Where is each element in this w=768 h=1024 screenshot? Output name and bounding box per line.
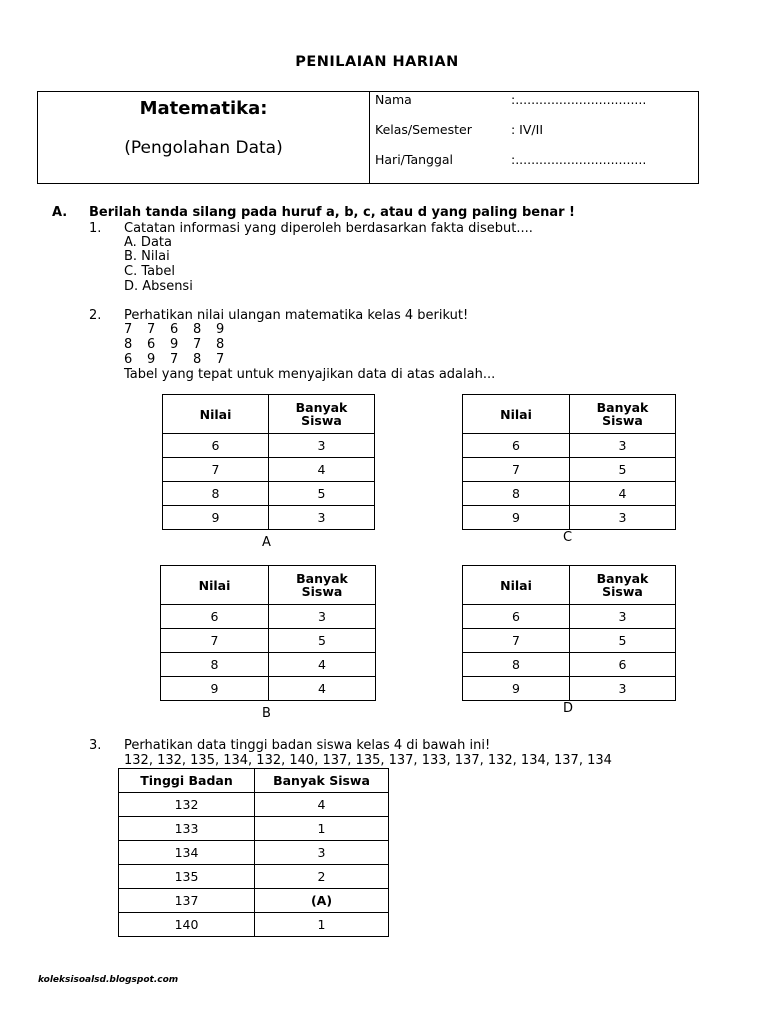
tanggal-label: Hari/Tanggal: [375, 152, 454, 167]
tanggal-value: :.................................: [511, 152, 647, 167]
header-box: [37, 91, 699, 184]
q1-text: Catatan informasi yang diperoleh berdasarkan fakta disebut....: [124, 221, 533, 236]
table-tinggi-badan: [118, 768, 389, 937]
nama-value: :.................................: [511, 92, 647, 107]
table-row: 133 1: [119, 817, 389, 841]
q1-option-a: A. Data: [124, 235, 172, 250]
q2-text: Perhatikan nilai ulangan matematika kelas 4 berikut!: [124, 308, 469, 323]
table-row: 8 5: [163, 482, 375, 506]
subject-panel: [38, 92, 370, 183]
q2-value: 7: [216, 352, 225, 367]
q3-number: 3.: [89, 738, 102, 753]
col-nilai: Nilai: [161, 566, 269, 605]
q2-value: 8: [124, 337, 133, 352]
q2-data-row-2: [124, 337, 239, 352]
q2-value: 8: [193, 352, 202, 367]
q2-value: 6: [170, 322, 179, 337]
q2-data-row-3: [124, 352, 239, 367]
table-row: 134 3: [119, 841, 389, 865]
q1-option-b: B. Nilai: [124, 249, 170, 264]
q3-text: Perhatikan data tinggi badan siswa kelas 4 di bawah ini!: [124, 738, 491, 753]
nama-label: Nama: [375, 92, 412, 107]
q2-value: 8: [193, 322, 202, 337]
col-tinggi-badan: Tinggi Badan: [119, 769, 255, 793]
q2-value: 7: [170, 352, 179, 367]
table-row: 140 1: [119, 913, 389, 937]
col-banyak-siswa: Banyak Siswa: [269, 566, 376, 605]
table-row: 6 3: [163, 434, 375, 458]
table-row: 6 3: [161, 605, 376, 629]
q2-value: 8: [216, 337, 225, 352]
q2-value: 6: [124, 352, 133, 367]
col-banyak-siswa: Banyak Siswa: [255, 769, 389, 793]
col-banyak-siswa: Banyak Siswa: [570, 566, 676, 605]
q2-number: 2.: [89, 308, 102, 323]
caption-c: C: [563, 530, 573, 545]
footer-url: koleksisoalsd.blogspot.com: [38, 975, 179, 985]
col-nilai: Nilai: [463, 395, 570, 434]
q2-value: 7: [124, 322, 133, 337]
col-nilai: Nilai: [163, 395, 269, 434]
table-row: 7 5: [463, 629, 676, 653]
kelas-value: : IV/II: [511, 122, 544, 137]
table-row: 135 2: [119, 865, 389, 889]
table-row: 9 3: [463, 506, 676, 530]
table-row: 137 (A): [119, 889, 389, 913]
table-row: 9 3: [163, 506, 375, 530]
q2-value: 6: [147, 337, 156, 352]
caption-d: D: [563, 701, 574, 716]
table-option-b: [160, 565, 376, 701]
q2-value: 9: [147, 352, 156, 367]
q2-value: 7: [193, 337, 202, 352]
q3-data-line: 132, 132, 135, 134, 132, 140, 137, 135, 137, 133, 137, 132, 134, 137, 134: [124, 753, 612, 768]
page-title: PENILAIAN HARIAN: [295, 54, 459, 70]
table-row: 8 4: [463, 482, 676, 506]
table-row: 7 4: [163, 458, 375, 482]
table-row: 8 6: [463, 653, 676, 677]
q1-option-d: D. Absensi: [124, 279, 193, 294]
table-row: 6 3: [463, 605, 676, 629]
q2-data-row-1: [124, 322, 239, 337]
q1-option-c: C. Tabel: [124, 264, 175, 279]
col-banyak-siswa: Banyak Siswa: [570, 395, 676, 434]
caption-b: B: [262, 706, 271, 721]
q2-value: 9: [170, 337, 179, 352]
topic-label: (Pengolahan Data): [124, 138, 283, 158]
table-option-d: [462, 565, 676, 701]
q2-value: 7: [147, 322, 156, 337]
table-row: 9 4: [161, 677, 376, 701]
table-row: 6 3: [463, 434, 676, 458]
kelas-label: Kelas/Semester: [375, 122, 472, 137]
caption-a: A: [262, 535, 271, 550]
q1-number: 1.: [89, 221, 102, 236]
table-row: 8 4: [161, 653, 376, 677]
table-row: 132 4: [119, 793, 389, 817]
table-row: 7 5: [463, 458, 676, 482]
table-row: 7 5: [161, 629, 376, 653]
col-banyak-siswa: Banyak Siswa: [269, 395, 375, 434]
col-nilai: Nilai: [463, 566, 570, 605]
table-option-a: [162, 394, 375, 530]
section-letter: A.: [52, 205, 68, 220]
q2-value: 9: [216, 322, 225, 337]
subject-label: Matematika:: [139, 98, 268, 119]
table-row: 9 3: [463, 677, 676, 701]
section-instruction: Berilah tanda silang pada huruf a, b, c, atau d yang paling benar !: [89, 205, 575, 220]
table-option-c: [462, 394, 676, 530]
q2-question: Tabel yang tepat untuk menyajikan data di atas adalah...: [124, 367, 496, 382]
